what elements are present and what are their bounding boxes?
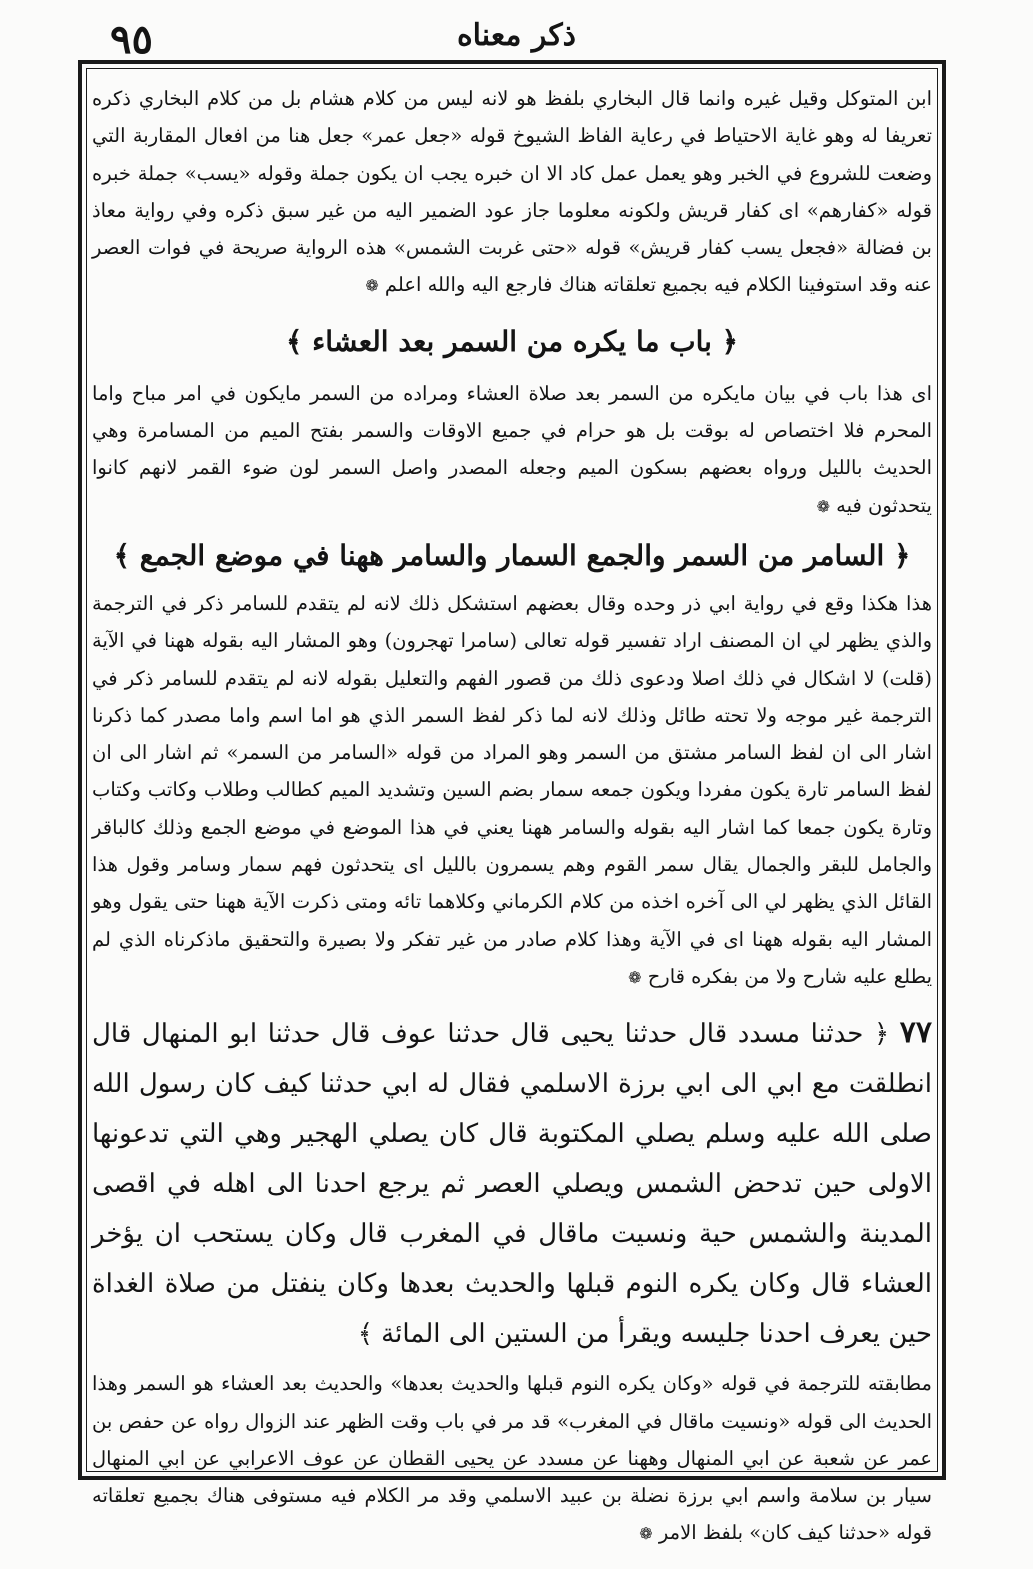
paragraph-end-mark: ❁	[365, 276, 379, 296]
commentary-text-2: اى هذا باب في بيان مايكره من السمر بعد صلاة العشاء ومراده من السمر مايكون في امر مباح واما المحرم فلا اختصاص له بوقت بل هو حرام في جميع الاوقات والسمر بفتح الميم من المسامرة وهي الحديث بالليل ورواه بعضهم بسكون الميم وجعله المصدر واصل السمر لون ضوء القمر لانهم كانوا يتحدثون فيه	[92, 381, 932, 517]
commentary-paragraph-3	[92, 585, 932, 996]
paragraph-end-mark: ❁	[628, 967, 642, 987]
commentary-text-1: ابن المتوكل وقيل غيره وانما قال البخاري بلفظ هو لانه ليس من كلام هشام بل من كلام البخاري ذكره تعريفا له وهو غاية الاحتياط في رعاية الفاظ الشيوخ قوله «جعل عمر» جعل هنا من افعال المقاربة التي وضعت للشروع في الخبر وهو يعمل عمل كاد الا ان خبره يجب ان يكون جملة وقوله «يسب» جملة خبره قوله «كفارهم» اى كفار قريش ولكونه معلوما جاز عود الضمير اليه من غير سبق ذكره وفي رواية معاذ بن فضالة «فجعل يسب كفار قريش» قوله «حتى غربت الشمس» هذه الرواية صريحة في فوات العصر عنه وقد استوفينا الكلام فيه بجميع تعلقاته هناك فارجع اليه والله اعلم	[92, 87, 932, 297]
commentary-text-3: هذا هكذا وقع في رواية ابي ذر وحده وقال بعضهم استشكل ذلك لانه لم يتقدم للسامر ذكر في الترجمة والذي يظهر لي ان المصنف اراد تفسير قوله تعالى (سامرا تهجرون) وهو المشار اليه بقوله ههنا في الآية (قلت) لا اشكال في ذلك اصلا ودعوى ذلك من قصور الفهم والتعليل بقوله لانه لم يتقدم للسامر ذكر في الترجمة غير موجه ولا تحته طائل وذلك لانه لما ذكر لفظ السمر الذي هو اما اسم واما مصدر كما ذكرنا اشار الى ان لفظ السامر مشتق من السمر وهو المراد من قوله «السامر من السمر» ثم اشار الى ان لفظ السامر تارة يكون مفردا ويكون جمعه سمار بضم السين وتشديد الميم كطالب وطلاب وكاتب وكتاب وتارة يكون جمعا كما اشار اليه بقوله والسامر ههنا يعني في هذا الموضع في موضع الجمع وذلك كالباقر والجامل للبقر والجمال يقال سمر القوم وهم يسمرون بالليل اى يتحدثون فهم سمار وسامر وقول هذا القائل الذي يظهر لي الى آخره اخذه من كلام الكرماني وكلاهما تائه ومتى ذكرت الآية ههنا حتى يقول وهو المشار اليه بقوله ههنا اى في الآية وهذا كلام صادر من غير تفكر ولا بصيرة والتحقيق ماذكرناه الذي لم يطلع عليه شارح ولا من بفكره قارح	[92, 591, 932, 988]
paragraph-end-mark: ❁	[639, 1524, 653, 1544]
hadith-text-block	[92, 1008, 932, 1359]
commentary-paragraph-1	[92, 80, 932, 305]
sub-heading: ﴿ السامر من السمر والجمع السمار والسامر ههنا في موضع الجمع ﴾	[113, 538, 911, 572]
page-number: ٩٥	[110, 16, 153, 63]
hadith-number: ٧٧	[899, 1015, 933, 1051]
paragraph-end-mark: ❁	[816, 496, 830, 516]
running-title: ذكر معناه	[456, 18, 577, 53]
chapter-heading: ﴿ باب ما يكره من السمر بعد العشاء ﴾	[285, 324, 739, 358]
hadith-text: ﴿ حدثنا مسدد قال حدثنا يحيى قال حدثنا عوف قال حدثنا ابو المنهال قال انطلقت مع ابي الى ابي برزة الاسلمي فقال له ابي حدثنا كيف كان رسول الله صلى الله عليه وسلم يصلي المكتوبة قال كان يصلي الهجير وهي التي تدعونها الاولى حين تدحض الشمس ويصلي العصر ثم يرجع احدنا الى اهله في اقصى المدينة والشمس حية ونسيت ماقال في المغرب قال وكان يستحب ان يؤخر العشاء قال وكان يكره النوم قبلها والحديث بعدها وكان ينفتل من صلاة الغداة حين يعرف احدنا جليسه ويقرأ من الستين الى المائة ﴾	[92, 1019, 932, 1350]
page-body	[92, 74, 933, 1545]
commentary-paragraph-2	[92, 375, 932, 525]
commentary-paragraph-4	[92, 1365, 932, 1552]
commentary-text-4: مطابقته للترجمة في قوله «وكان يكره النوم قبلها والحديث بعدها» والحديث بعد العشاء هو السمر وهذا الحديث الى قوله «ونسيت ماقال في المغرب» قد مر في باب وقت الظهر عند الزوال رواه عن حفص بن عمر عن شعبة عن ابي المنهال وههنا عن مسدد عن يحيى القطان عن عوف الاعرابي عن ابي المنهال سيار بن سلامة واسم ابي برزة نضلة بن عبيد الاسلمي وقد مر الكلام فيه مستوفى هناك بجميع تعلقاته قوله «حدثنا كيف كان» بلفظ الامر	[92, 1372, 932, 1545]
